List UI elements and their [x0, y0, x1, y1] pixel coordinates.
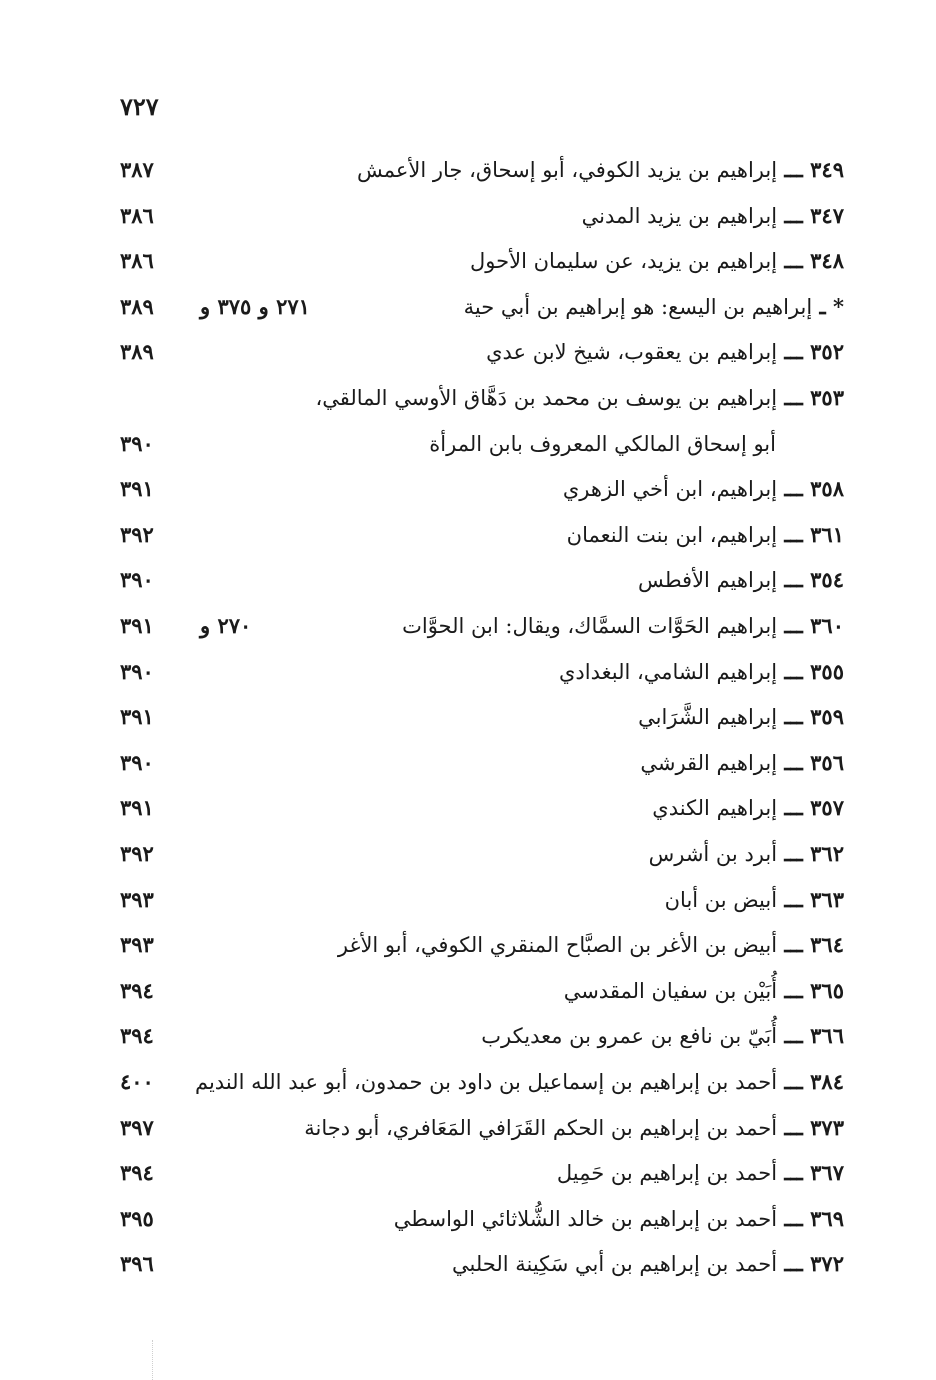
entry-number: ٣٥٥: [810, 658, 844, 684]
index-entry: [402, 606, 844, 646]
index-row: [0, 1199, 936, 1239]
entry-number: ٣٦٩: [810, 1205, 844, 1231]
index-row: [0, 1062, 936, 1102]
entry-page: ٣٩٠: [120, 658, 154, 684]
entry-page: ٣٩٢: [120, 841, 154, 866]
index-entry: [638, 697, 844, 737]
index-entry: [452, 1244, 844, 1284]
index-row: [0, 515, 936, 555]
index-entry: [481, 1016, 844, 1056]
entry-dash: ـــ: [777, 886, 811, 912]
entry-name: إبراهيم القرشي: [640, 750, 778, 775]
index-entry: [564, 971, 844, 1011]
index-entry: [559, 652, 844, 692]
index-entry: [649, 834, 844, 874]
entry-page: ٣٩٥: [120, 1205, 154, 1231]
entry-number: ٣٦٧: [810, 1160, 844, 1186]
index-entry: [304, 1108, 844, 1148]
entry-name: إبراهيم بن يعقوب، شيخ لابن عدي: [486, 340, 778, 365]
entry-dash: ـــ: [777, 385, 811, 410]
entry-number: ٣٥٣: [810, 385, 844, 410]
index-row: [0, 150, 936, 190]
entry-name: إبراهيم بن يوسف بن محمد بن دَهَّاق الأوسي المالقي،: [315, 386, 778, 410]
index-row: [0, 196, 936, 236]
entry-dash: ـــ: [777, 1251, 811, 1277]
index-row: [0, 1016, 936, 1056]
entry-number: ٣٥٨: [810, 476, 844, 502]
entry-number: ٣٦٦: [810, 1023, 844, 1049]
entry-page: ٣٩١: [120, 795, 154, 821]
entry-dash: ـــ: [777, 339, 811, 365]
entry-extra-pages: ٢٧١ و ٣٧٥ و: [200, 293, 310, 319]
page-number: ٧٢٧: [120, 92, 159, 121]
index-row: [0, 971, 936, 1011]
entry-page: ٣٩٦: [120, 1251, 154, 1277]
entry-number: *: [833, 293, 844, 319]
entry-name: إبراهيم الحَوَّات السمَّاك، ويقال: ابن الحوَّات: [402, 614, 778, 638]
entry-dash: ـــ: [777, 1023, 811, 1049]
entry-number: ٣٦٥: [810, 977, 844, 1003]
index-row: [0, 1108, 936, 1148]
entry-dash: ـــ: [777, 1205, 811, 1231]
index-entry: [429, 424, 776, 464]
index-entry: [195, 1062, 844, 1102]
entry-page: ٣٩٤: [120, 1023, 154, 1049]
entry-number: ٣٦٣: [810, 886, 844, 912]
entry-name: إبراهيم بن يزيد الكوفي، أبو إسحاق، جار الأعمش: [356, 158, 778, 182]
index-entry: [638, 560, 844, 600]
entry-name: أحمد بن إبراهيم بن حَمِيل: [556, 1161, 778, 1186]
entry-number: ٣٤٧: [810, 202, 844, 228]
entry-name: إبراهيم بن يزيد، عن سليمان الأحول: [470, 249, 778, 274]
entry-dash: ـــ: [777, 704, 811, 730]
index-entry: [665, 880, 844, 920]
entry-name: أبو إسحاق المالكي المعروف بابن المرأة: [429, 431, 776, 456]
entry-page: ٣٩٠: [120, 567, 154, 593]
index-row: [0, 743, 936, 783]
entry-page: ٣٨٩: [120, 293, 154, 319]
entry-name: إبراهيم، ابن بنت النعمان: [566, 522, 778, 547]
entry-number: ٣٤٩: [810, 157, 844, 182]
index-entry: [464, 287, 844, 327]
entry-name: إبراهيم بن يزيد المدني: [581, 203, 778, 228]
index-entry: [315, 378, 844, 418]
entry-number: ٣٦٠: [810, 613, 844, 638]
entry-number: ٣٨٤: [810, 1069, 844, 1094]
entry-number: ٣٦٢: [810, 841, 844, 866]
entry-dash: ـــ: [777, 932, 811, 958]
index-entry: [563, 469, 844, 509]
entry-dash: ـــ: [777, 795, 811, 821]
entry-dash: ـــ: [777, 521, 811, 547]
index-entry: [338, 925, 844, 965]
index-entry: [582, 196, 844, 236]
entry-page: ٣٩٠: [120, 430, 154, 456]
entry-name: إبراهيم الكندي: [652, 796, 778, 821]
entry-dash: ـــ: [777, 476, 811, 502]
index-row: [0, 925, 936, 965]
index-row: [0, 880, 936, 920]
entry-name: أحمد بن إبراهيم بن خالد الشُّلاثائي الواسطي: [393, 1206, 778, 1231]
entry-number: ٣٥٩: [810, 704, 844, 730]
entry-page: ٣٩٤: [120, 977, 154, 1003]
index-row: [0, 788, 936, 828]
index-entry: [652, 788, 844, 828]
entry-dash: ـــ: [777, 613, 811, 638]
index-entry: [357, 150, 844, 190]
entry-page: ٣٩١: [120, 704, 154, 730]
index-row: [0, 560, 936, 600]
index-entry: [557, 1153, 844, 1193]
index-row: [0, 1153, 936, 1193]
entry-number: ٣٥٢: [810, 339, 844, 365]
index-entry: [486, 332, 844, 372]
entry-dash: ـــ: [777, 567, 811, 593]
entry-number: ٣٥٤: [810, 567, 844, 593]
entry-name: إبراهيم الشامي، البغدادي: [558, 659, 778, 684]
entry-number: ٣٥٧: [810, 795, 844, 821]
entry-name: أبيض بن الأغر بن الصبَّاح المنقري الكوفي، أبو الأغر: [337, 933, 778, 958]
entry-name: إبراهيم، ابن أخي الزهري: [562, 477, 778, 502]
entry-dash: ـــ: [777, 749, 811, 775]
index-entry: [567, 515, 844, 555]
entry-dash: ـ: [812, 293, 834, 319]
entry-dash: ـــ: [777, 248, 811, 274]
entry-dash: ـــ: [777, 202, 811, 228]
entry-number: ٣٧٣: [810, 1114, 844, 1140]
entry-page: ٣٩٤: [120, 1160, 154, 1186]
entry-page: ٣٩٧: [120, 1114, 154, 1140]
index-row: [0, 332, 936, 372]
entry-dash: ـــ: [777, 977, 811, 1003]
index-entry: [470, 241, 844, 281]
index-row: [0, 424, 936, 464]
entry-name: إبراهيم الأفطس: [638, 568, 778, 593]
margin-rule: [152, 1340, 154, 1380]
entry-dash: ـــ: [777, 1160, 811, 1186]
index-row: [0, 834, 936, 874]
index-row: [0, 287, 936, 327]
entry-dash: ـــ: [777, 157, 811, 182]
entry-page: ٣٩١: [120, 476, 154, 502]
entry-name: أبرد بن أشرس: [648, 842, 778, 866]
index-row: [0, 606, 936, 646]
index-row: [0, 652, 936, 692]
entry-page: ٣٨٧: [120, 157, 154, 182]
index-entry: [640, 743, 844, 783]
entry-page: ٤٠٠: [120, 1069, 154, 1094]
entry-page: ٣٨٦: [120, 248, 154, 274]
entry-extra-pages: ٢٧٠ و: [200, 613, 252, 638]
entry-page: ٣٩٠: [120, 749, 154, 775]
entry-name: أحمد بن إبراهيم بن الحكم القَرَافي المَعَافري، أبو دجانة: [304, 1115, 778, 1140]
entry-name: أحمد بن إبراهيم بن إسماعيل بن داود بن حمدون، أبو عبد الله النديم: [194, 1070, 778, 1094]
entry-number: ٣٦١: [810, 521, 844, 547]
entry-dash: ـــ: [777, 1114, 811, 1140]
index-entry: [394, 1199, 844, 1239]
entry-name: أُبَيّ بن نافع بن عمرو بن معديكرب: [481, 1024, 778, 1049]
index-row: [0, 1244, 936, 1284]
entry-page: ٣٩٢: [120, 521, 154, 547]
entry-name: إبراهيم بن اليسع: هو إبراهيم بن أبي حية: [463, 294, 813, 319]
entry-name: أبيض بن أبان: [664, 887, 778, 912]
index-row: [0, 697, 936, 737]
entry-dash: ـــ: [777, 841, 811, 866]
entry-number: ٣٦٤: [810, 932, 844, 958]
entry-name: أحمد بن إبراهيم بن أبي سَكِينة الحلبي: [451, 1252, 778, 1277]
entry-name: إبراهيم الشَّرَابي: [638, 705, 778, 730]
entry-page: ٣٨٩: [120, 339, 154, 365]
entry-page: ٣٩١: [120, 613, 154, 638]
entry-dash: ـــ: [777, 1069, 811, 1094]
index-row: [0, 241, 936, 281]
entry-name: أُبَيْن بن سفيان المقدسي: [563, 978, 778, 1003]
index-row: [0, 469, 936, 509]
entry-number: ٣٥٦: [810, 749, 844, 775]
entry-number: ٣٧٢: [810, 1251, 844, 1277]
entry-page: ٣٩٣: [120, 932, 154, 958]
entry-page: ٣٩٣: [120, 886, 154, 912]
index-row: [0, 378, 936, 418]
entry-number: ٣٤٨: [810, 248, 844, 274]
entry-page: ٣٨٦: [120, 202, 154, 228]
entry-dash: ـــ: [777, 658, 811, 684]
